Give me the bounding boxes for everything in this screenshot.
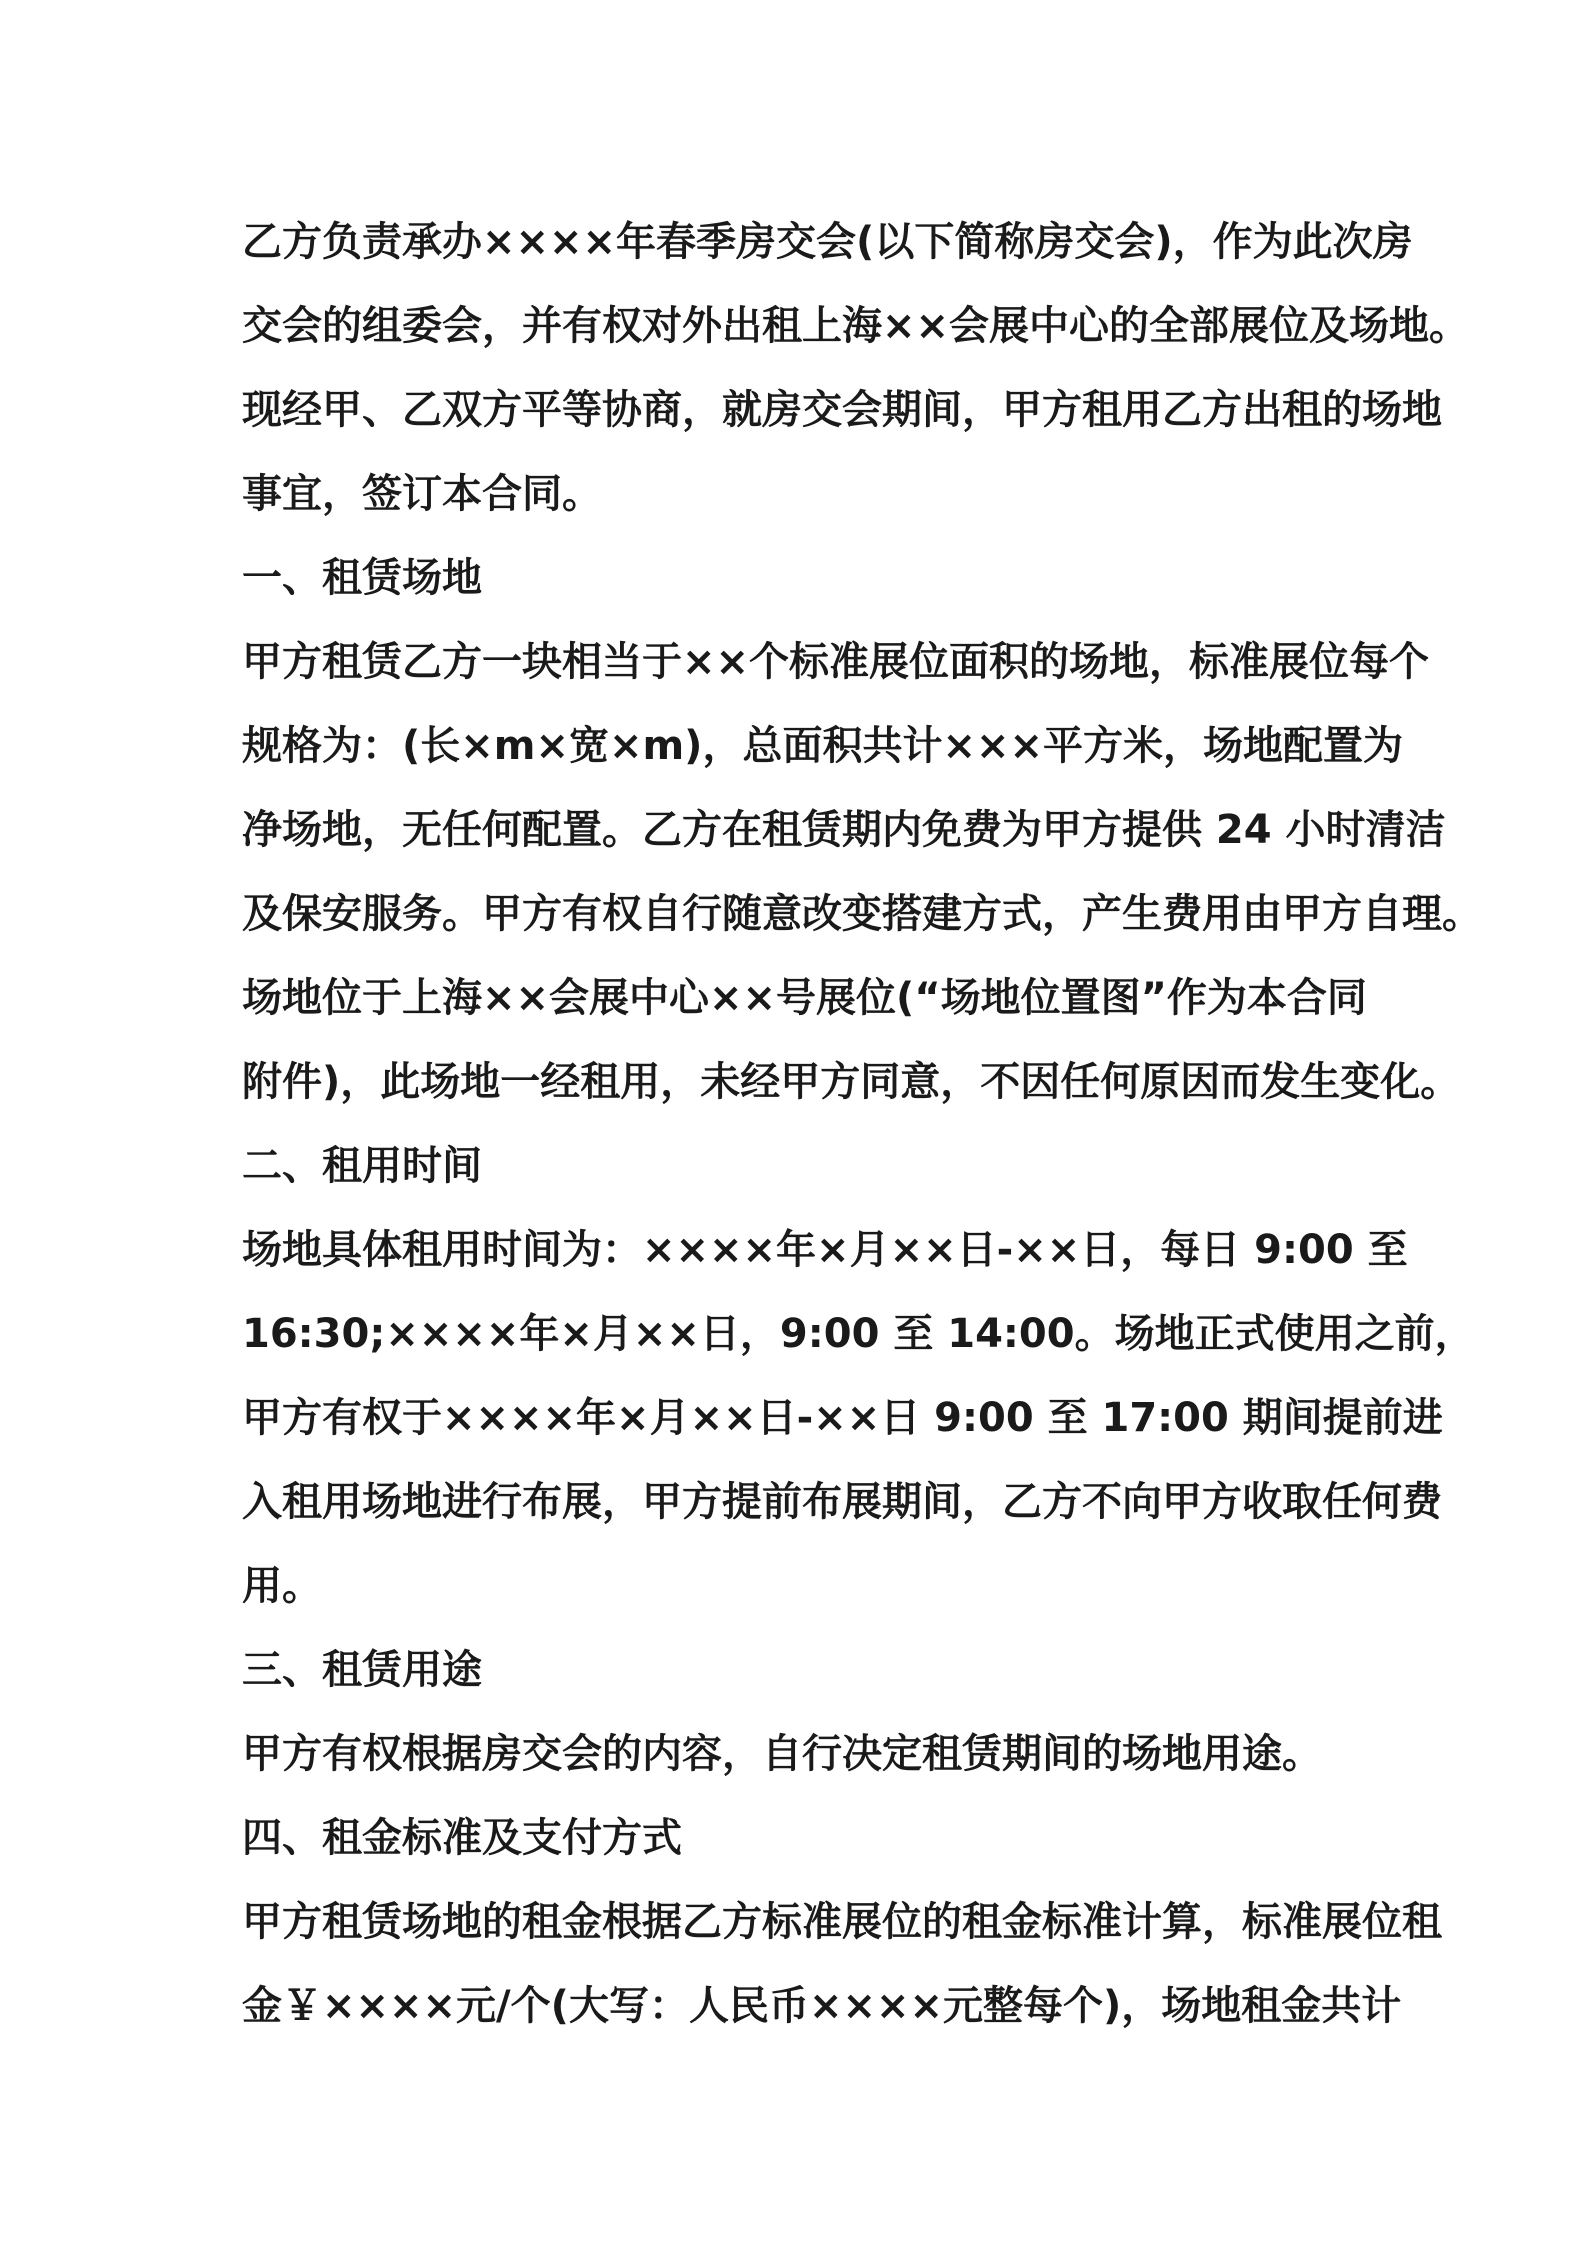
section-heading-rental-use: 三、租赁用途 bbox=[242, 1647, 482, 1693]
paragraph-line: 甲方有权根据房交会的内容，自行决定租赁期间的场地用途。 bbox=[242, 1731, 1322, 1777]
paragraph-line: 甲方租赁场地的租金根据乙方标准展位的租金标准计算，标准展位租 bbox=[242, 1899, 1442, 1945]
paragraph-line: 金￥××××元/个(大写：人民币××××元整每个)，场地租金共计 bbox=[242, 1983, 1402, 2029]
paragraph-line: 乙方负责承办××××年春季房交会(以下简称房交会)，作为此次房 bbox=[242, 219, 1413, 265]
paragraph-line: 事宜，签订本合同。 bbox=[242, 471, 602, 517]
paragraph-line: 净场地，无任何配置。乙方在租赁期内免费为甲方提供 24 小时清洁 bbox=[242, 807, 1446, 853]
paragraph-line: 交会的组委会，并有权对外出租上海××会展中心的全部展位及场地。 bbox=[242, 303, 1470, 349]
paragraph-line: 甲方有权于××××年×月××日-××日 9:00 至 17:00 期间提前进 bbox=[242, 1395, 1443, 1441]
paragraph-line: 现经甲、乙双方平等协商，就房交会期间，甲方租用乙方出租的场地 bbox=[242, 387, 1442, 433]
section-heading-rental-venue: 一、租赁场地 bbox=[242, 555, 482, 601]
paragraph-line: 入租用场地进行布展，甲方提前布展期间，乙方不向甲方收取任何费 bbox=[242, 1479, 1442, 1525]
paragraph-line: 甲方租赁乙方一块相当于××个标准展位面积的场地，标准展位每个 bbox=[242, 639, 1430, 685]
paragraph-line: 用。 bbox=[242, 1563, 322, 1609]
document-body bbox=[242, 200, 1482, 2048]
section-heading-rent-and-payment: 四、租金标准及支付方式 bbox=[242, 1815, 682, 1861]
paragraph-line: 场地位于上海××会展中心××号展位(“场地位置图”作为本合同 bbox=[242, 975, 1367, 1021]
paragraph-line: 及保安服务。甲方有权自行随意改变搭建方式，产生费用由甲方自理。 bbox=[242, 891, 1482, 937]
paragraph-line: 场地具体租用时间为：××××年×月××日-××日，每日 9:00 至 bbox=[242, 1227, 1408, 1273]
paragraph-line: 规格为：(长×m×宽×m)，总面积共计×××平方米，场地配置为 bbox=[242, 723, 1404, 769]
section-heading-rental-time: 二、租用时间 bbox=[242, 1143, 482, 1189]
paragraph-line: 附件)，此场地一经租用，未经甲方同意，不因任何原因而发生变化。 bbox=[242, 1059, 1461, 1105]
paragraph-line: 16:30;××××年×月××日，9:00 至 14:00。场地正式使用之前， bbox=[242, 1311, 1475, 1357]
